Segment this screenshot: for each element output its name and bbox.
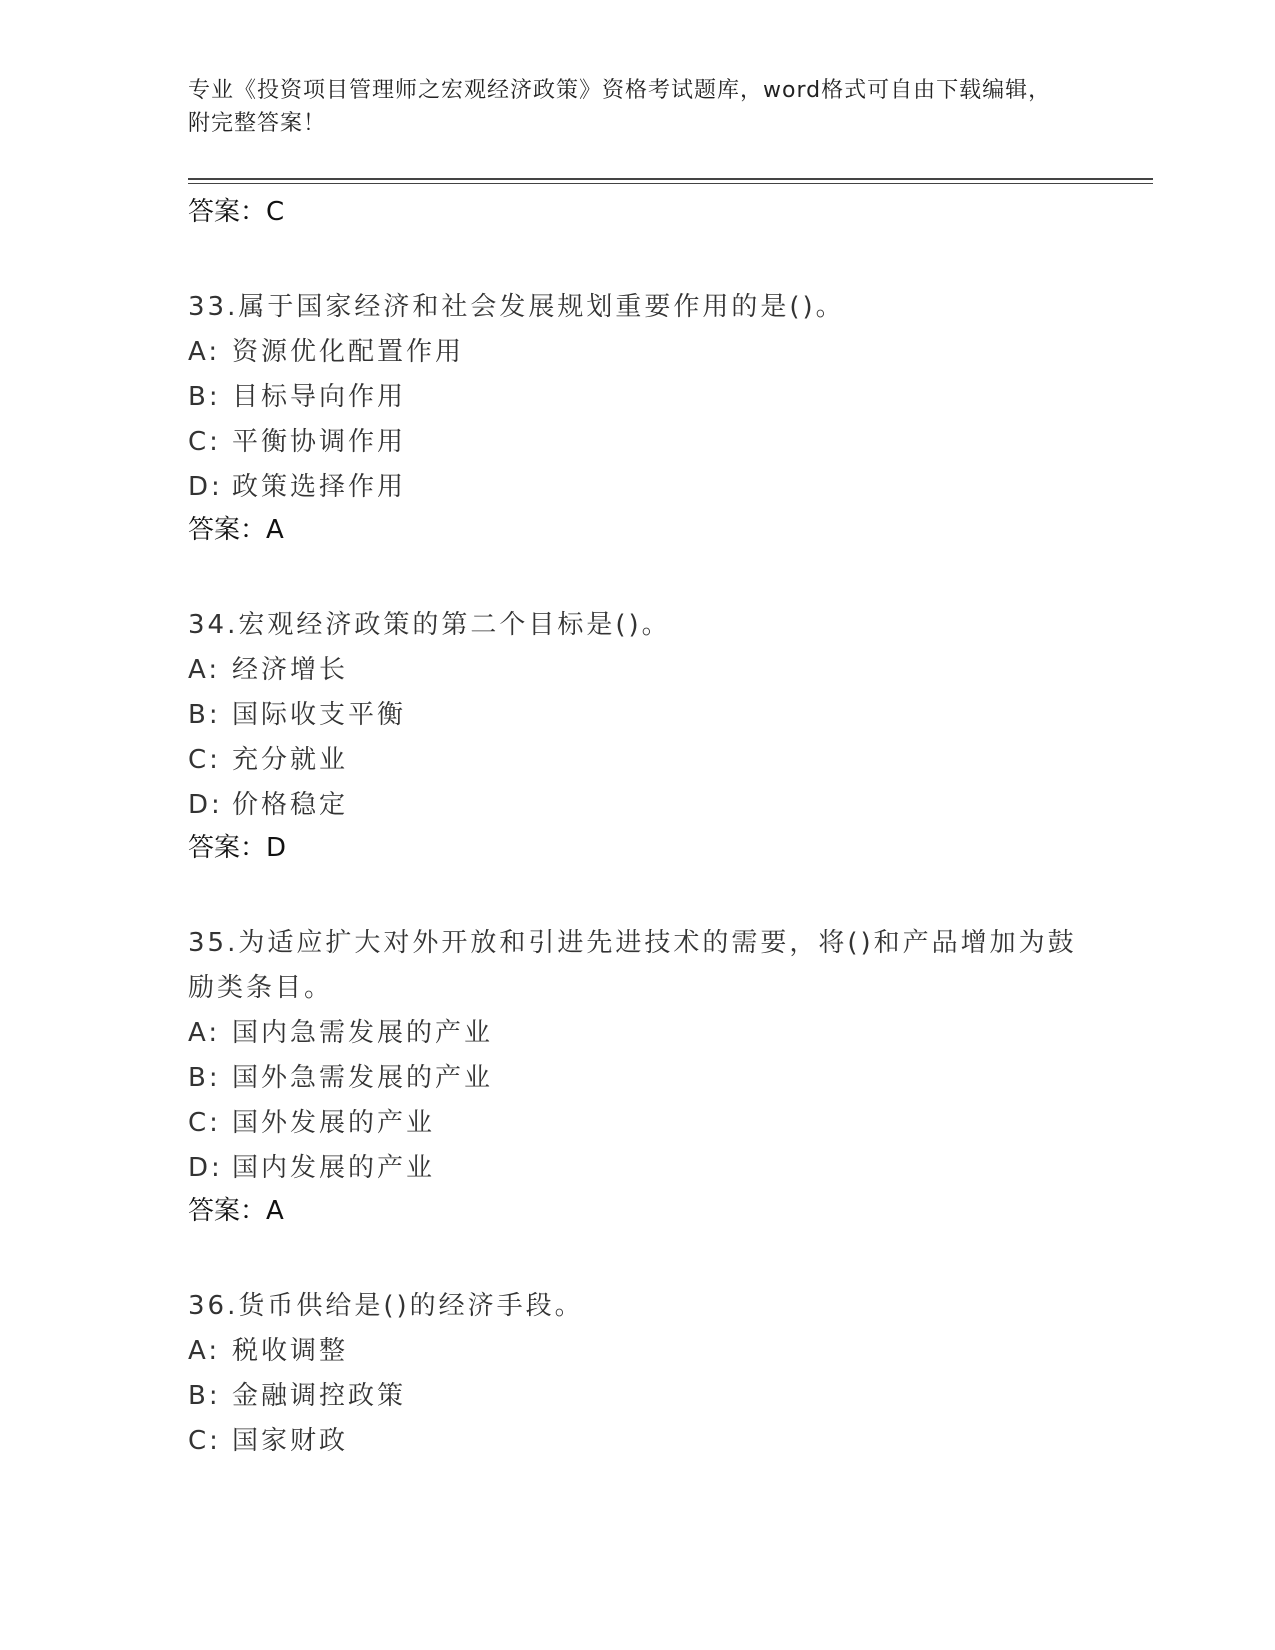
option-c [188,1419,1088,1464]
answer-line: 答案：D [188,833,287,863]
option-c [188,738,1088,783]
question-list [188,193,1088,1464]
option-label: C: [188,1426,221,1456]
option-text: 金融调控政策 [232,1381,407,1411]
option-text: 资源优化配置作用 [232,337,465,367]
option-text: 国家财政 [232,1426,349,1456]
option-text: 国内发展的产业 [232,1153,436,1183]
option-text: 国内急需发展的产业 [232,1018,494,1048]
document-header: 专业《投资项目管理师之宏观经济政策》资格考试题库，word格式可自由下载编辑，附完整答案！ [188,78,1052,136]
option-text: 国外急需发展的产业 [232,1063,494,1093]
question-stem: 33.属于国家经济和社会发展规划重要作用的是()。 [188,292,845,322]
option-text: 政策选择作用 [232,472,407,502]
option-text: 平衡协调作用 [232,427,407,457]
header-rule-thin [188,183,1153,184]
option-text: 国外发展的产业 [232,1108,436,1138]
option-a [188,330,1088,375]
answer-line: 答案：A [188,1196,284,1226]
question-stem: 34.宏观经济政策的第二个目标是()。 [188,610,671,640]
option-d [188,783,1088,828]
question-block [188,603,1088,867]
option-text: 目标导向作用 [232,382,407,412]
option-label: D: [188,1153,223,1183]
option-label: C: [188,1108,221,1138]
option-text: 充分就业 [232,745,349,775]
option-text: 税收调整 [232,1336,349,1366]
option-b [188,693,1088,738]
option-label: B: [188,1381,221,1411]
option-label: B: [188,1063,221,1093]
option-a [188,1329,1088,1374]
option-text: 价格稳定 [232,790,349,820]
option-text: 经济增长 [232,655,349,685]
answer-line: 答案：C [188,197,285,227]
option-b [188,1056,1088,1101]
option-b [188,375,1088,420]
option-a [188,648,1088,693]
option-c [188,420,1088,465]
question-block [188,1284,1088,1464]
question-stem: 36.货币供给是()的经济手段。 [188,1291,584,1321]
option-label: D: [188,790,223,820]
question-stem: 35.为适应扩大对外开放和引进先进技术的需要，将()和产品增加为鼓励类条目。 [188,928,1077,1003]
option-label: A: [188,1018,221,1048]
option-label: B: [188,700,221,730]
option-d [188,465,1088,510]
question-block [188,921,1088,1230]
option-c [188,1101,1088,1146]
option-label: B: [188,382,221,412]
option-a [188,1011,1088,1056]
option-text: 国际收支平衡 [232,700,407,730]
option-label: A: [188,655,221,685]
option-label: C: [188,427,221,457]
option-label: C: [188,745,221,775]
answer-line: 答案：A [188,515,284,545]
option-d [188,1146,1088,1191]
option-label: A: [188,337,221,367]
option-label: D: [188,472,223,502]
option-label: A: [188,1336,221,1366]
option-b [188,1374,1088,1419]
question-block [188,285,1088,549]
header-rule-thick [188,178,1153,180]
